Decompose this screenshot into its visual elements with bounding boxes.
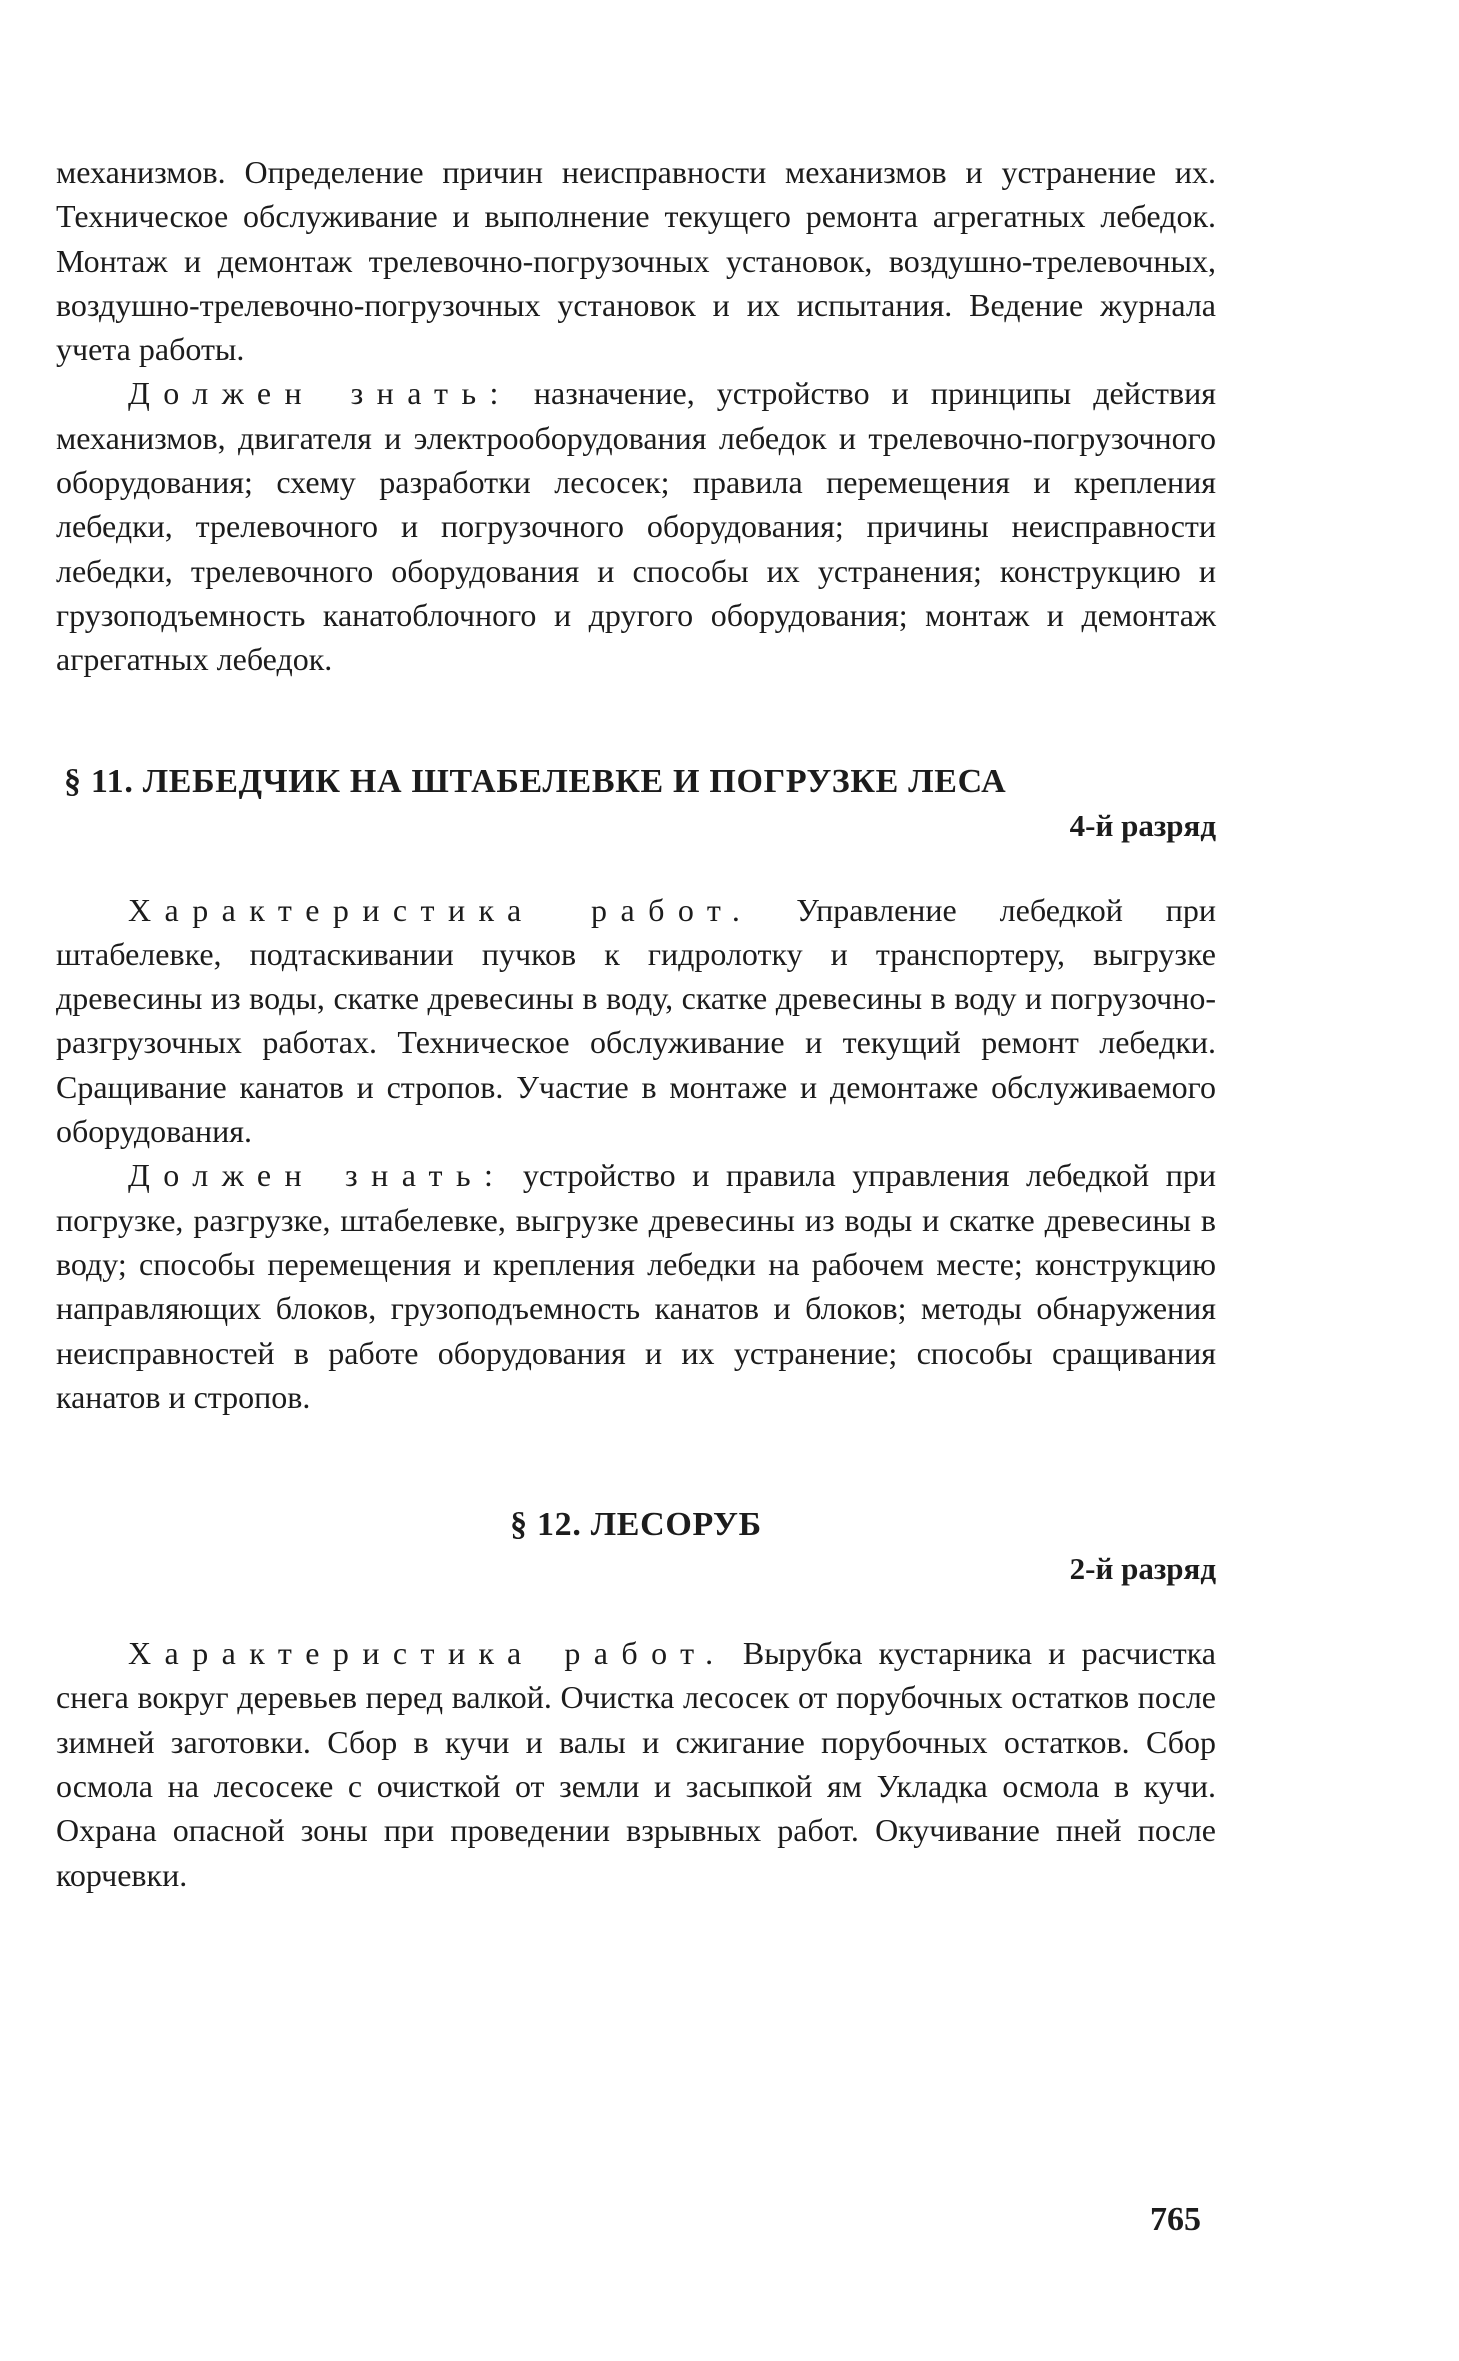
section-12-characteristics-lead: Характеристика работ. <box>128 1635 727 1672</box>
intro-knowledge-paragraph <box>56 371 1216 681</box>
intro-knowledge-text: назначение, устройство и принципы действия механизмов, двигателя и электрооборудования лебедок и трелевочно-погрузочного оборудования; схему разработки лесосек; правила перемещения и крепления лебедки, трелевочного и погрузочного оборудования; причины неисправности лебедки, трелевочного оборудования и способы их устранения; конструкцию и грузоподъемность канатоблочного и другого оборудования; монтаж и демонтаж агрегатных лебедок. <box>56 375 1216 678</box>
document-page <box>56 150 1216 1897</box>
page-number: 765 <box>1150 2201 1201 2238</box>
section-12-characteristics-text: Вырубка кустарника и расчистка снега вокруг деревьев перед валкой. Очистка лесосек от порубочных остатков после зимней заготовки. Сбор в кучи и валы и сжигание порубочных остатков. Сбор осмола на лесосеке с очисткой от земли и засыпкой ям Укладка осмола в кучи. Охрана опасной зоны при проведении взрывных работ. Окучивание пней после корчевки. <box>56 1635 1217 1893</box>
section-12-grade: 2-й разряд <box>1069 1551 1216 1587</box>
section-11-knowledge-lead: Должен знать: <box>128 1157 507 1194</box>
section-11-characteristics-text: Управление лебедкой при штабелевке, подтаскивании пучков к гидролотку и транспортеру, выгрузке древесины из воды, скатке древесины в воду, скатке древесины в воду и погрузочно-разгрузочных работах. Техническое обслуживание и текущий ремонт лебедки. Сращивание канатов и стропов. Участие в монтаже и демонтаже обслуживаемого оборудования. <box>56 891 1216 1150</box>
section-11-grade: 4-й разряд <box>1069 807 1216 843</box>
section-11-knowledge-text: устройство и правила управления лебедкой при погрузке, разгрузке, штабелевке, выгрузке древесины из воды и скатке древесины в воду; способы перемещения и крепления лебедки на рабочем месте; конструкцию направляющих блоков, грузоподъемность канатов и блоков; методы обнаружения неисправностей в работе оборудования и их устранение; способы сращивания канатов и стропов. <box>56 1157 1216 1415</box>
section-11-title: § 11. ЛЕБЕДЧИК НА ШТАБЕЛЕВКЕ И ПОГРУЗКЕ ЛЕСА <box>64 762 1007 800</box>
section-12-characteristics <box>56 1631 1216 1897</box>
intro-knowledge-lead: Должен знать: <box>128 375 512 412</box>
intro-paragraph <box>56 150 1216 371</box>
intro-text: механизмов. Определение причин неисправности механизмов и устранение их. Техническое обслуживание и выполнение текущего ремонта агрегатных лебедок. Монтаж и демонтаж трелевочно-погрузочных установок, воздушно-трелевочных, воздушно-трелевочно-погрузочных установок и их испытания. Ведение журнала учета работы. <box>56 154 1216 368</box>
section-11-characteristics <box>56 888 1216 1154</box>
section-11-characteristics-lead: Характеристика работ. <box>128 891 754 928</box>
section-12-title: § 12. ЛЕСОРУБ <box>510 1506 762 1544</box>
section-11-knowledge <box>56 1153 1216 1419</box>
